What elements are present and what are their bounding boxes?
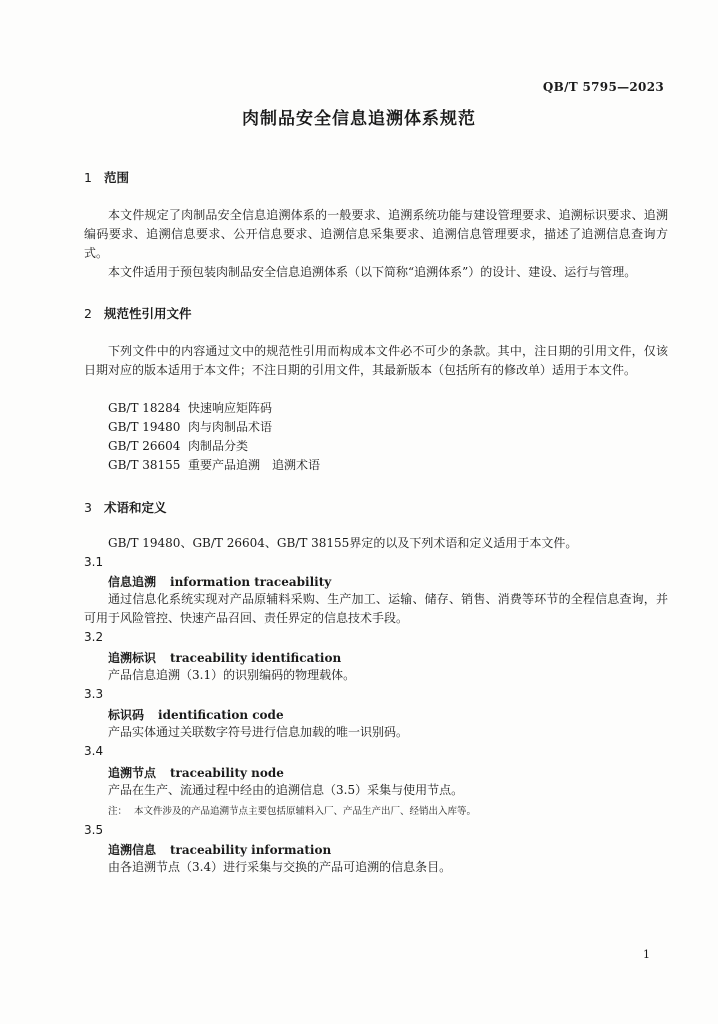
section-2-heading [84, 304, 192, 322]
term-chinese: 追溯节点 [108, 766, 157, 780]
term-chinese: 追溯信息 [108, 843, 157, 857]
document-title: 肉制品安全信息追溯体系规范 [242, 109, 476, 129]
reference-item [108, 399, 272, 418]
reference-code: GB/T 38155 [108, 458, 181, 472]
term-english: information traceability [170, 575, 332, 589]
term-english: traceability identification [170, 651, 342, 665]
section-1-number: 1 [84, 170, 92, 185]
reference-code: GB/T 26604 [108, 439, 181, 453]
reference-name: 肉制品分类 [188, 439, 249, 453]
page-number: 1 [643, 948, 650, 961]
term-definition: 由各追溯节点（3.4）进行采集与交换的产品可追溯的信息条目。 [108, 860, 452, 874]
section-3-heading [84, 498, 167, 516]
clause-number: 3.2 [84, 630, 104, 644]
term-heading [108, 764, 284, 781]
term-chinese: 追溯标识 [108, 651, 157, 665]
section-3-number: 3 [84, 500, 92, 515]
reference-name: 重要产品追溯 追溯术语 [188, 458, 321, 472]
clause-number: 3.1 [84, 555, 104, 569]
term-definition: 通过信息化系统实现对产品原辅料采购、生产加工、运输、储存、销售、消费等环节的全程信息查询，并可用于风险管控、快速产品召回、责任界定的信息技术手段。 [84, 592, 668, 625]
reference-item [108, 418, 272, 437]
terms-intro: GB/T 19480、GB/T 26604、GB/T 38155界定的以及下列术语和定义适用于本文件。 [108, 536, 578, 550]
term-definition: 产品实体通过关联数字符号进行信息加载的唯一识别码。 [108, 725, 409, 739]
reference-item [108, 437, 248, 456]
term-definition: 产品信息追溯（3.1）的识别编码的物理载体。 [108, 668, 356, 682]
reference-code: GB/T 18284 [108, 401, 181, 415]
term-heading [108, 573, 331, 590]
term-english: identification code [158, 708, 284, 722]
section-1-title: 范围 [104, 170, 130, 185]
section-2-title: 规范性引用文件 [104, 306, 192, 321]
term-definition: 产品在生产、流通过程中经由的追溯信息（3.5）采集与使用节点。 [108, 783, 464, 797]
note-text: 本文件涉及的产品追溯节点主要包括原辅料入厂、产品生产出厂、经销出入库等。 [134, 806, 477, 817]
term-chinese: 标识码 [108, 708, 145, 722]
scope-paragraph-2: 本文件适用于预包装肉制品安全信息追溯体系（以下简称“追溯体系”）的设计、建设、运行与管理。 [108, 265, 637, 279]
section-1-heading [84, 168, 129, 186]
clause-number: 3.3 [84, 687, 104, 701]
term-english: traceability information [170, 843, 332, 857]
term-english: traceability node [170, 766, 284, 780]
term-heading [108, 649, 341, 666]
clause-number: 3.5 [84, 823, 104, 837]
reference-name: 肉与肉制品术语 [188, 420, 273, 434]
term-heading [108, 706, 284, 723]
note-label: 注： [108, 806, 128, 817]
standard-code: QB/T 5795—2023 [542, 80, 664, 94]
reference-item [108, 456, 320, 475]
term-note [108, 803, 476, 817]
normative-references-intro: 下列文件中的内容通过文中的规范性引用而构成本文件必不可少的条款。其中，注日期的引用文件，仅该日期对应的版本适用于本文件；不注日期的引用文件，其最新版本（包括所有的修改单）适用于本文件。 [84, 344, 668, 377]
section-3-title: 术语和定义 [104, 500, 167, 515]
clause-number: 3.4 [84, 744, 104, 758]
reference-code: GB/T 19480 [108, 420, 181, 434]
section-2-number: 2 [84, 306, 92, 321]
reference-name: 快速响应矩阵码 [188, 401, 273, 415]
term-heading [108, 841, 331, 858]
scope-paragraph-1: 本文件规定了肉制品安全信息追溯体系的一般要求、追溯系统功能与建设管理要求、追溯标识要求、追溯编码要求、追溯信息要求、公开信息要求、追溯信息采集要求、追溯信息管理要求，描述了追溯信息查询方式。 [84, 208, 668, 260]
term-chinese: 信息追溯 [108, 575, 157, 589]
